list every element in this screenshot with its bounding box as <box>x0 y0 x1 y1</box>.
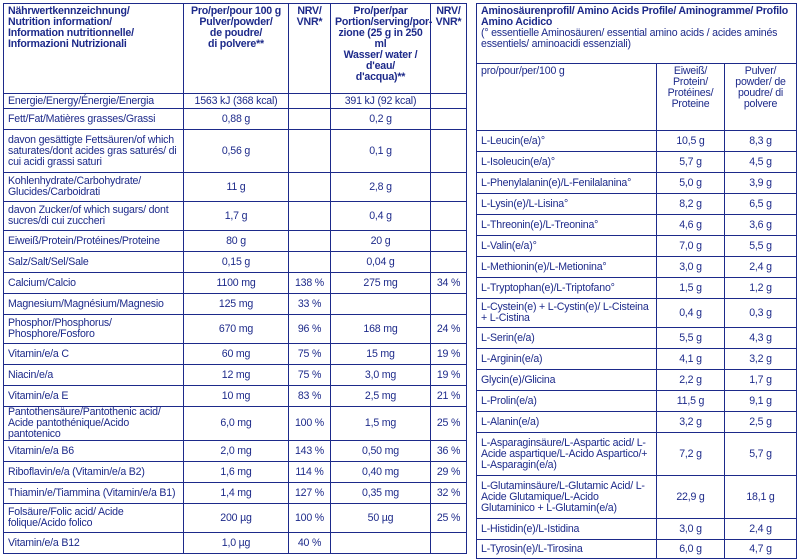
amino-acid-label: L-Cystein(e) + L-Cystin(e)/ L-Cisteina + L-Cistina <box>477 299 657 328</box>
nrv-per-portion: 36 % <box>431 441 467 462</box>
nutrition-row <box>4 407 467 441</box>
value-per-portion: 0,40 mg <box>331 462 431 483</box>
amino-acid-label: Glycin(e)/Glicina <box>477 370 657 391</box>
value-per-portion: 3,0 mg <box>331 365 431 386</box>
nrv-per-portion <box>431 94 467 109</box>
amino-acid-table <box>476 3 797 559</box>
value-per-100g: 11 g <box>184 173 289 202</box>
value-per-protein: 3,0 g <box>657 519 725 540</box>
nutrition-header-row <box>4 4 467 94</box>
value-per-protein: 6,0 g <box>657 540 725 559</box>
value-per-powder: 3,6 g <box>725 215 797 236</box>
amino-acid-label: L-Arginin(e/a) <box>477 349 657 370</box>
nutrient-label: Energie/Energy/Énergie/Energia <box>4 94 184 109</box>
nutrition-row <box>4 504 467 533</box>
nutrient-label: Eiweiß/Protein/Protéines/Proteine <box>4 231 184 252</box>
nrv-per-portion: 21 % <box>431 386 467 407</box>
amino-acid-label: L-Isoleucin(e/a)° <box>477 152 657 173</box>
nutrition-row <box>4 365 467 386</box>
value-per-100g: 1,0 µg <box>184 533 289 554</box>
value-per-100g: 0,88 g <box>184 109 289 130</box>
nrv-per-portion <box>431 173 467 202</box>
amino-title: Aminosäurenprofil/ Amino Acids Profile/ Aminogramme/ Profilo Amino Acidico <box>481 5 789 28</box>
nutrient-label: Fett/Fat/Matières grasses/Grassi <box>4 109 184 130</box>
amino-row <box>477 328 797 349</box>
nutrient-label: Riboflavin/e/a (Vitamin/e/a B2) <box>4 462 184 483</box>
amino-row <box>477 278 797 299</box>
header-per-100g: pro/pour/per/100 g <box>477 64 657 131</box>
nutrition-row <box>4 462 467 483</box>
amino-row <box>477 194 797 215</box>
value-per-protein: 7,0 g <box>657 236 725 257</box>
nutrient-label: Vitamin/e/a B12 <box>4 533 184 554</box>
value-per-powder: 5,7 g <box>725 433 797 476</box>
value-per-powder: 4,3 g <box>725 328 797 349</box>
value-per-100g: 670 mg <box>184 315 289 344</box>
value-per-protein: 2,2 g <box>657 370 725 391</box>
nrv-per-100g <box>289 202 331 231</box>
nrv-per-portion <box>431 533 467 554</box>
value-per-100g: 1563 kJ (368 kcal) <box>184 94 289 109</box>
value-per-100g: 60 mg <box>184 344 289 365</box>
nutrient-label: davon gesättigte Fettsäuren/of which saturates/dont acides gras saturés/ di cui acidi grassi saturi <box>4 130 184 173</box>
amino-row <box>477 370 797 391</box>
amino-acid-label: L-Lysin(e)/L-Lisina° <box>477 194 657 215</box>
value-per-100g: 0,15 g <box>184 252 289 273</box>
value-per-powder: 4,7 g <box>725 540 797 559</box>
header-nrv: NRV/ VNR* <box>289 4 331 94</box>
amino-acid-label: L-Histidin(e)/L-Istidina <box>477 519 657 540</box>
value-per-portion: 1,5 mg <box>331 407 431 441</box>
value-per-powder: 1,2 g <box>725 278 797 299</box>
nrv-per-100g <box>289 173 331 202</box>
value-per-100g: 1100 mg <box>184 273 289 294</box>
nrv-per-portion <box>431 109 467 130</box>
amino-title-cell <box>477 4 797 64</box>
amino-row <box>477 540 797 559</box>
header-per-100g: Pro/per/pour 100 g Pulver/powder/ de poudre/ di polvere** <box>184 4 289 94</box>
nrv-per-100g: 127 % <box>289 483 331 504</box>
amino-row <box>477 131 797 152</box>
value-per-powder: 4,5 g <box>725 152 797 173</box>
value-per-protein: 10,5 g <box>657 131 725 152</box>
nrv-per-portion: 32 % <box>431 483 467 504</box>
value-per-100g: 1,7 g <box>184 202 289 231</box>
value-per-portion: 50 µg <box>331 504 431 533</box>
value-per-protein: 3,0 g <box>657 257 725 278</box>
amino-row <box>477 433 797 476</box>
amino-row <box>477 236 797 257</box>
value-per-protein: 5,7 g <box>657 152 725 173</box>
header-powder: Pulver/ powder/ de poudre/ di polvere <box>725 64 797 131</box>
nutrition-row <box>4 315 467 344</box>
value-per-powder: 2,4 g <box>725 519 797 540</box>
value-per-powder: 6,5 g <box>725 194 797 215</box>
amino-acid-label: L-Phenylalanin(e)/L-Fenilalanina° <box>477 173 657 194</box>
nutrient-label: Vitamin/e/a B6 <box>4 441 184 462</box>
value-per-portion: 2,8 g <box>331 173 431 202</box>
value-per-portion: 391 kJ (92 kcal) <box>331 94 431 109</box>
value-per-protein: 5,0 g <box>657 173 725 194</box>
value-per-portion: 0,2 g <box>331 109 431 130</box>
nrv-per-100g: 143 % <box>289 441 331 462</box>
nrv-per-100g: 83 % <box>289 386 331 407</box>
value-per-protein: 1,5 g <box>657 278 725 299</box>
value-per-100g: 1,6 mg <box>184 462 289 483</box>
nutrition-row <box>4 441 467 462</box>
nrv-per-portion: 19 % <box>431 344 467 365</box>
nutrition-row <box>4 202 467 231</box>
value-per-powder: 3,9 g <box>725 173 797 194</box>
nutrient-label: Thiamin/e/Tiammina (Vitamin/e/a B1) <box>4 483 184 504</box>
value-per-100g: 12 mg <box>184 365 289 386</box>
nrv-per-portion: 19 % <box>431 365 467 386</box>
nutrition-row <box>4 94 467 109</box>
value-per-protein: 0,4 g <box>657 299 725 328</box>
amino-row <box>477 299 797 328</box>
header-nrv-portion: NRV/ VNR* <box>431 4 467 94</box>
value-per-protein: 22,9 g <box>657 476 725 519</box>
nutrient-label: Folsäure/Folic acid/ Acide folique/Acido folico <box>4 504 184 533</box>
amino-row <box>477 215 797 236</box>
nutrition-row <box>4 231 467 252</box>
value-per-portion <box>331 294 431 315</box>
value-per-powder: 0,3 g <box>725 299 797 328</box>
nrv-per-100g: 40 % <box>289 533 331 554</box>
nrv-per-100g: 100 % <box>289 504 331 533</box>
value-per-portion: 168 mg <box>331 315 431 344</box>
amino-row <box>477 349 797 370</box>
amino-acid-label: L-Leucin(e/a)° <box>477 131 657 152</box>
nutrition-row <box>4 386 467 407</box>
amino-header-row <box>477 64 797 131</box>
nrv-per-portion <box>431 130 467 173</box>
amino-acid-label: L-Glutaminsäure/L-Glutamic Acid/ L-Acide Glutamique/L-Acido Glutaminico + L-Glutamin(e/a) <box>477 476 657 519</box>
amino-row <box>477 476 797 519</box>
nutrient-label: davon Zucker/of which sugars/ dont sucres/di cui zuccheri <box>4 202 184 231</box>
value-per-powder: 1,7 g <box>725 370 797 391</box>
amino-row <box>477 152 797 173</box>
value-per-100g: 80 g <box>184 231 289 252</box>
amino-row <box>477 173 797 194</box>
nrv-per-portion: 25 % <box>431 407 467 441</box>
nrv-per-100g: 33 % <box>289 294 331 315</box>
amino-acid-label: L-Methionin(e)/L-Metionina° <box>477 257 657 278</box>
header-per-portion: Pro/per/par Portion/serving/por- zione (25 g in 250 ml Wasser/ water / d'eau/ d'acqua)** <box>331 4 431 94</box>
value-per-protein: 11,5 g <box>657 391 725 412</box>
amino-note: (° essentielle Aminosäuren/ essential amino acids / acides aminés essentiels/ aminoacidi essenziali) <box>481 27 778 50</box>
nutrition-row <box>4 130 467 173</box>
value-per-portion: 275 mg <box>331 273 431 294</box>
nutrition-row <box>4 109 467 130</box>
nutrition-row <box>4 252 467 273</box>
header-nutrient: Nährwertkennzeichnung/ Nutrition information/ Information nutritionnelle/ Informazioni Nutrizionali <box>4 4 184 94</box>
value-per-100g: 0,56 g <box>184 130 289 173</box>
nutrient-label: Niacin/e/a <box>4 365 184 386</box>
nutrient-label: Pantothensäure/Pantothenic acid/ Acide pantothénique/Acido pantotenico <box>4 407 184 441</box>
nrv-per-100g: 96 % <box>289 315 331 344</box>
value-per-powder: 9,1 g <box>725 391 797 412</box>
amino-acid-label: L-Alanin(e/a) <box>477 412 657 433</box>
amino-row <box>477 391 797 412</box>
nutrient-label: Calcium/Calcio <box>4 273 184 294</box>
nutrient-label: Vitamin/e/a E <box>4 386 184 407</box>
amino-acid-label: L-Prolin(e/a) <box>477 391 657 412</box>
value-per-portion: 0,1 g <box>331 130 431 173</box>
value-per-powder: 2,5 g <box>725 412 797 433</box>
nrv-per-portion: 29 % <box>431 462 467 483</box>
value-per-protein: 7,2 g <box>657 433 725 476</box>
nrv-per-100g: 114 % <box>289 462 331 483</box>
amino-acid-label: L-Serin(e/a) <box>477 328 657 349</box>
value-per-powder: 18,1 g <box>725 476 797 519</box>
nrv-per-portion <box>431 252 467 273</box>
value-per-protein: 4,6 g <box>657 215 725 236</box>
amino-row <box>477 412 797 433</box>
value-per-portion: 2,5 mg <box>331 386 431 407</box>
nrv-per-portion <box>431 202 467 231</box>
nrv-per-100g <box>289 130 331 173</box>
value-per-100g: 6,0 mg <box>184 407 289 441</box>
amino-acid-label: L-Tryptophan(e)/L-Triptofano° <box>477 278 657 299</box>
nutrition-row <box>4 483 467 504</box>
nutrition-row <box>4 533 467 554</box>
header-protein: Eiweiß/ Protein/ Protéines/ Proteine <box>657 64 725 131</box>
value-per-portion: 0,4 g <box>331 202 431 231</box>
nrv-per-100g <box>289 109 331 130</box>
nrv-per-100g <box>289 231 331 252</box>
nrv-per-100g <box>289 252 331 273</box>
nutrition-row <box>4 294 467 315</box>
value-per-protein: 3,2 g <box>657 412 725 433</box>
value-per-portion: 20 g <box>331 231 431 252</box>
nrv-per-portion: 24 % <box>431 315 467 344</box>
nutrient-label: Vitamin/e/a C <box>4 344 184 365</box>
nutrition-row <box>4 273 467 294</box>
value-per-100g: 125 mg <box>184 294 289 315</box>
value-per-powder: 5,5 g <box>725 236 797 257</box>
nrv-per-portion: 25 % <box>431 504 467 533</box>
value-per-100g: 10 mg <box>184 386 289 407</box>
value-per-portion: 0,04 g <box>331 252 431 273</box>
nrv-per-100g <box>289 94 331 109</box>
amino-row <box>477 519 797 540</box>
nutrition-row <box>4 344 467 365</box>
nrv-per-portion <box>431 294 467 315</box>
amino-title-row <box>477 4 797 64</box>
amino-acid-label: L-Valin(e/a)° <box>477 236 657 257</box>
value-per-100g: 2,0 mg <box>184 441 289 462</box>
amino-acid-label: L-Asparaginsäure/L-Aspartic acid/ L-Acide aspartique/L-Acido Aspartico/+ L-Asparagin(e/a) <box>477 433 657 476</box>
nutrient-label: Phosphor/Phosphorus/ Phosphore/Fosforo <box>4 315 184 344</box>
nrv-per-100g: 75 % <box>289 365 331 386</box>
value-per-portion <box>331 533 431 554</box>
value-per-powder: 2,4 g <box>725 257 797 278</box>
nrv-per-100g: 138 % <box>289 273 331 294</box>
amino-row <box>477 257 797 278</box>
nrv-per-portion <box>431 231 467 252</box>
value-per-protein: 4,1 g <box>657 349 725 370</box>
value-per-100g: 200 µg <box>184 504 289 533</box>
nutrition-row <box>4 173 467 202</box>
value-per-powder: 3,2 g <box>725 349 797 370</box>
nrv-per-100g: 100 % <box>289 407 331 441</box>
value-per-portion: 0,35 mg <box>331 483 431 504</box>
value-per-protein: 5,5 g <box>657 328 725 349</box>
nutrient-label: Salz/Salt/Sel/Sale <box>4 252 184 273</box>
value-per-portion: 0,50 mg <box>331 441 431 462</box>
value-per-protein: 8,2 g <box>657 194 725 215</box>
nrv-per-100g: 75 % <box>289 344 331 365</box>
value-per-portion: 15 mg <box>331 344 431 365</box>
amino-acid-label: L-Threonin(e)/L-Treonina° <box>477 215 657 236</box>
nutrition-table <box>3 3 467 554</box>
value-per-100g: 1,4 mg <box>184 483 289 504</box>
amino-acid-label: L-Tyrosin(e)/L-Tirosina <box>477 540 657 559</box>
nrv-per-portion: 34 % <box>431 273 467 294</box>
value-per-powder: 8,3 g <box>725 131 797 152</box>
nutrient-label: Kohlenhydrate/Carbohydrate/ Glucides/Carboidrati <box>4 173 184 202</box>
nutrient-label: Magnesium/Magnésium/Magnesio <box>4 294 184 315</box>
